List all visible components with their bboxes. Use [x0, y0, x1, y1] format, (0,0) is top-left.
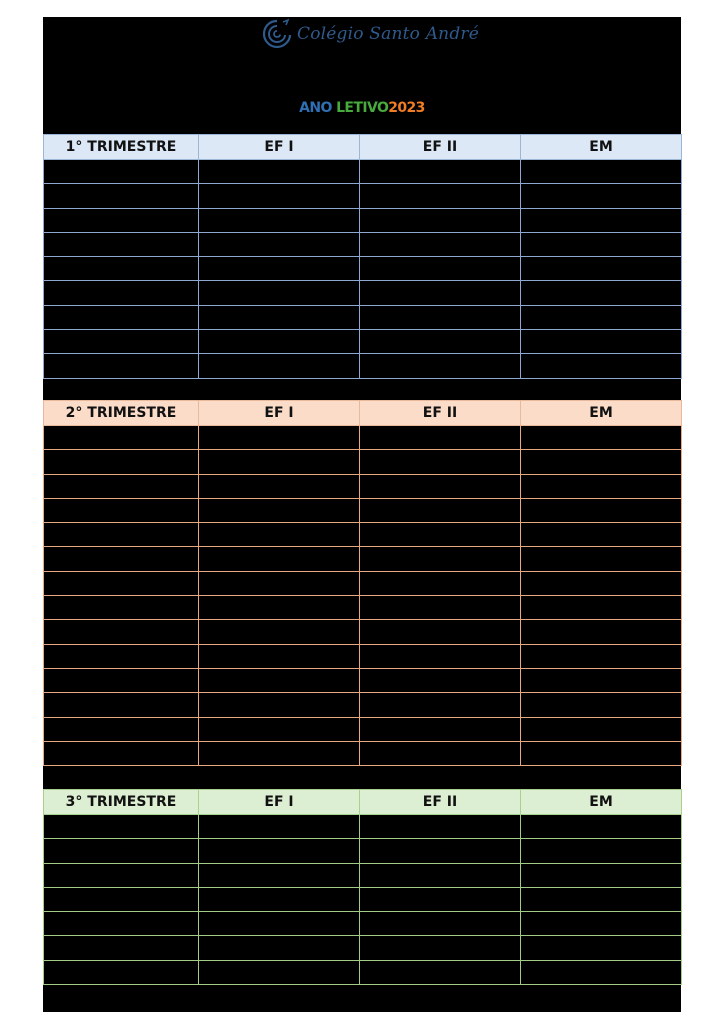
- em-cell: [521, 620, 682, 644]
- ef2-cell: [360, 839, 521, 863]
- table-row: [44, 474, 682, 498]
- term-day-cell: [44, 354, 199, 378]
- table-row: [44, 305, 682, 329]
- school-logo-icon: [261, 18, 293, 50]
- term-2-label: 2° TRIMESTRE: [44, 401, 199, 426]
- table-row: [44, 620, 682, 644]
- year-title-ano: ANO: [299, 100, 332, 116]
- em-cell: [521, 257, 682, 281]
- table-row: [44, 839, 682, 863]
- em-cell: [521, 717, 682, 741]
- term-day-cell: [44, 596, 199, 620]
- ef1-cell: [199, 160, 360, 184]
- term-day-cell: [44, 330, 199, 354]
- em-cell: [521, 815, 682, 839]
- term-day-cell: [44, 668, 199, 692]
- term-day-cell: [44, 717, 199, 741]
- em-cell: [521, 839, 682, 863]
- em-cell: [521, 305, 682, 329]
- em-cell: [521, 547, 682, 571]
- em-cell: [521, 426, 682, 450]
- term-day-cell: [44, 232, 199, 256]
- column-em-header: EM: [521, 401, 682, 426]
- ef2-cell: [360, 717, 521, 741]
- table-row: [44, 426, 682, 450]
- em-cell: [521, 887, 682, 911]
- table-row: [44, 693, 682, 717]
- em-cell: [521, 863, 682, 887]
- ef1-cell: [199, 257, 360, 281]
- term-day-cell: [44, 741, 199, 765]
- table-row: [44, 912, 682, 936]
- term-1-label: 1° TRIMESTRE: [44, 135, 199, 160]
- term-day-cell: [44, 863, 199, 887]
- em-cell: [521, 596, 682, 620]
- ef2-cell: [360, 547, 521, 571]
- term-day-cell: [44, 281, 199, 305]
- ef2-cell: [360, 208, 521, 232]
- column-ef2-header: EF II: [360, 135, 521, 160]
- ef2-cell: [360, 596, 521, 620]
- ef2-cell: [360, 305, 521, 329]
- em-cell: [521, 354, 682, 378]
- table-row: [44, 498, 682, 522]
- ef2-cell: [360, 160, 521, 184]
- term-3-label: 3° TRIMESTRE: [44, 790, 199, 815]
- term-day-cell: [44, 305, 199, 329]
- ef1-cell: [199, 644, 360, 668]
- ef2-cell: [360, 184, 521, 208]
- em-cell: [521, 571, 682, 595]
- term-day-cell: [44, 644, 199, 668]
- em-cell: [521, 474, 682, 498]
- ef1-cell: [199, 474, 360, 498]
- term-3-section: [43, 789, 681, 985]
- ef2-cell: [360, 693, 521, 717]
- em-cell: [521, 208, 682, 232]
- ef1-cell: [199, 620, 360, 644]
- em-cell: [521, 232, 682, 256]
- table-row: [44, 936, 682, 960]
- term-day-cell: [44, 474, 199, 498]
- table-row: [44, 887, 682, 911]
- term-day-cell: [44, 693, 199, 717]
- em-cell: [521, 450, 682, 474]
- table-row: [44, 184, 682, 208]
- em-cell: [521, 330, 682, 354]
- ef2-cell: [360, 887, 521, 911]
- term-day-cell: [44, 208, 199, 232]
- year-title-letivo: LETIVO: [336, 100, 389, 116]
- ef2-cell: [360, 281, 521, 305]
- table-row: [44, 741, 682, 765]
- column-ef2-header: EF II: [360, 790, 521, 815]
- ef2-cell: [360, 354, 521, 378]
- term-day-cell: [44, 426, 199, 450]
- table-row: [44, 668, 682, 692]
- ef2-cell: [360, 644, 521, 668]
- ef1-cell: [199, 184, 360, 208]
- term-2-header-row: [44, 401, 682, 426]
- ef2-cell: [360, 330, 521, 354]
- term-1-header-row: [44, 135, 682, 160]
- term-day-cell: [44, 257, 199, 281]
- em-cell: [521, 693, 682, 717]
- table-row: [44, 160, 682, 184]
- column-ef2-header: EF II: [360, 401, 521, 426]
- em-cell: [521, 281, 682, 305]
- em-cell: [521, 160, 682, 184]
- ef2-cell: [360, 426, 521, 450]
- em-cell: [521, 498, 682, 522]
- em-cell: [521, 960, 682, 984]
- ef1-cell: [199, 596, 360, 620]
- ef1-cell: [199, 887, 360, 911]
- ef1-cell: [199, 912, 360, 936]
- ef1-cell: [199, 741, 360, 765]
- em-cell: [521, 912, 682, 936]
- column-em-header: EM: [521, 790, 682, 815]
- em-cell: [521, 668, 682, 692]
- term-day-cell: [44, 184, 199, 208]
- ef2-cell: [360, 863, 521, 887]
- ef1-cell: [199, 668, 360, 692]
- table-row: [44, 281, 682, 305]
- column-ef1-header: EF I: [199, 790, 360, 815]
- ef2-cell: [360, 474, 521, 498]
- ef2-cell: [360, 936, 521, 960]
- term-2-section: [43, 400, 681, 766]
- ef1-cell: [199, 208, 360, 232]
- ef1-cell: [199, 693, 360, 717]
- table-row: [44, 330, 682, 354]
- em-cell: [521, 184, 682, 208]
- term-day-cell: [44, 498, 199, 522]
- ef1-cell: [199, 815, 360, 839]
- table-row: [44, 596, 682, 620]
- ef2-cell: [360, 668, 521, 692]
- ef2-cell: [360, 741, 521, 765]
- term-1-section: [43, 134, 681, 379]
- term-day-cell: [44, 936, 199, 960]
- em-cell: [521, 936, 682, 960]
- term-day-cell: [44, 887, 199, 911]
- ef2-cell: [360, 257, 521, 281]
- term-3-header-row: [44, 790, 682, 815]
- ef1-cell: [199, 960, 360, 984]
- school-name: Colégio Santo André: [297, 24, 479, 44]
- ef2-cell: [360, 815, 521, 839]
- term-day-cell: [44, 839, 199, 863]
- table-row: [44, 547, 682, 571]
- table-row: [44, 571, 682, 595]
- ef1-cell: [199, 717, 360, 741]
- table-row: [44, 717, 682, 741]
- ef1-cell: [199, 232, 360, 256]
- column-ef1-header: EF I: [199, 401, 360, 426]
- term-3-table: [43, 789, 682, 985]
- ef1-cell: [199, 426, 360, 450]
- term-day-cell: [44, 160, 199, 184]
- table-row: [44, 523, 682, 547]
- ef2-cell: [360, 912, 521, 936]
- school-logo: [261, 17, 479, 51]
- table-row: [44, 208, 682, 232]
- ef1-cell: [199, 330, 360, 354]
- ef1-cell: [199, 450, 360, 474]
- table-row: [44, 232, 682, 256]
- ef1-cell: [199, 547, 360, 571]
- ef1-cell: [199, 498, 360, 522]
- table-row: [44, 815, 682, 839]
- calendar-page: [43, 17, 681, 1012]
- column-ef1-header: EF I: [199, 135, 360, 160]
- column-em-header: EM: [521, 135, 682, 160]
- ef1-cell: [199, 354, 360, 378]
- ef1-cell: [199, 523, 360, 547]
- ef2-cell: [360, 620, 521, 644]
- term-2-table: [43, 400, 682, 766]
- term-day-cell: [44, 620, 199, 644]
- table-row: [44, 863, 682, 887]
- term-day-cell: [44, 450, 199, 474]
- year-title-year: 2023: [388, 100, 425, 116]
- em-cell: [521, 741, 682, 765]
- ef1-cell: [199, 863, 360, 887]
- ef2-cell: [360, 498, 521, 522]
- term-1-table: [43, 134, 682, 379]
- ef2-cell: [360, 571, 521, 595]
- table-row: [44, 450, 682, 474]
- term-day-cell: [44, 571, 199, 595]
- school-year-title: [43, 100, 681, 116]
- em-cell: [521, 644, 682, 668]
- term-day-cell: [44, 547, 199, 571]
- table-row: [44, 354, 682, 378]
- ef1-cell: [199, 839, 360, 863]
- page-header: [43, 17, 681, 132]
- ef1-cell: [199, 571, 360, 595]
- table-row: [44, 257, 682, 281]
- em-cell: [521, 523, 682, 547]
- ef1-cell: [199, 281, 360, 305]
- ef2-cell: [360, 523, 521, 547]
- ef2-cell: [360, 960, 521, 984]
- ef2-cell: [360, 450, 521, 474]
- ef1-cell: [199, 305, 360, 329]
- term-day-cell: [44, 960, 199, 984]
- table-row: [44, 644, 682, 668]
- table-row: [44, 960, 682, 984]
- ef1-cell: [199, 936, 360, 960]
- term-day-cell: [44, 523, 199, 547]
- ef2-cell: [360, 232, 521, 256]
- term-day-cell: [44, 815, 199, 839]
- term-day-cell: [44, 912, 199, 936]
